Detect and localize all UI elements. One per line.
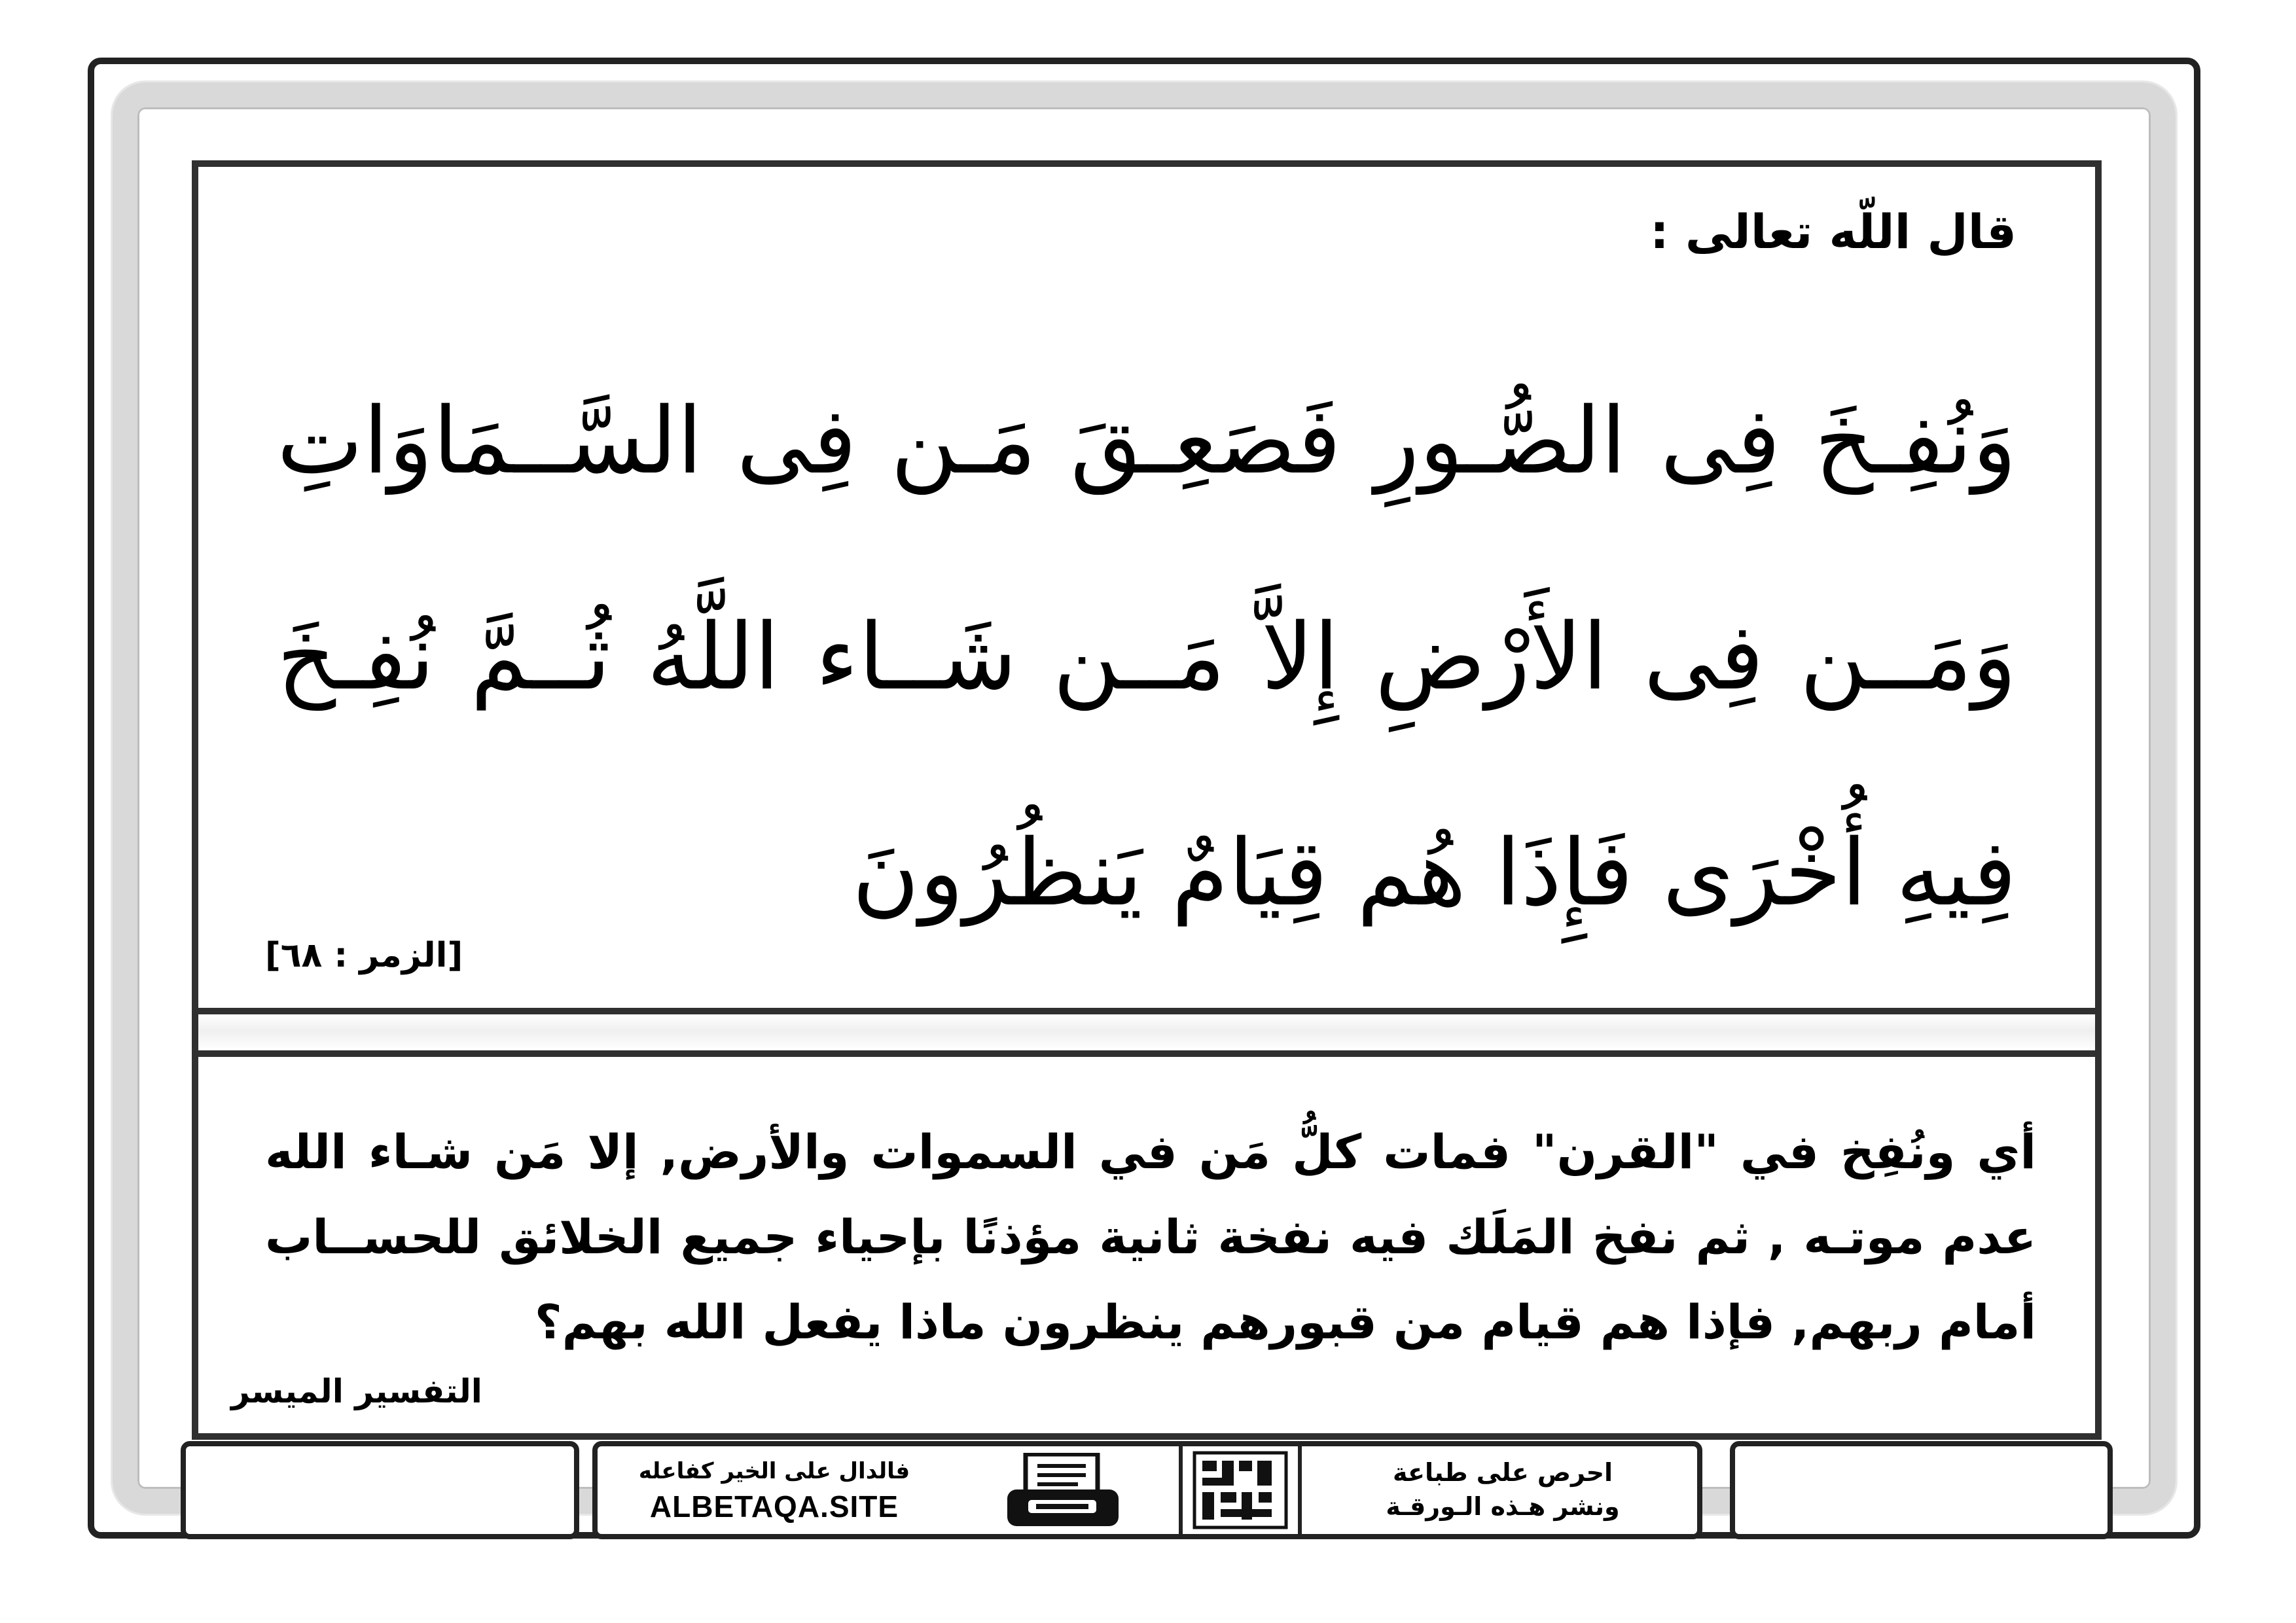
footer-print-note: [1310, 1455, 1696, 1529]
footer-note-line-2: ونشر هـذه الـورقـة: [1386, 1492, 1620, 1521]
verse-line-1: وَنُفِـخَ فِى الصُّـورِ فَصَعِـقَ مَـن فِى السَّــمَاوَاتِ: [277, 388, 2017, 495]
footer-left-frame: [181, 1441, 579, 1539]
section-separator: [198, 1008, 2095, 1057]
footer-note-line-1: احرص على طباعة: [1392, 1458, 1613, 1487]
logo-stamp: [1179, 1446, 1302, 1534]
verse-line-3: فِيهِ أُخْرَى فَإِذَا هُم قِيَامٌ يَنظُرُونَ: [852, 820, 2017, 927]
tafsir-explanation: أي ونُفِخ في "القرن" فمات كلُّ مَن في السموات والأرض, إلا مَن شـاء الله عدم موتـه , ثم نفخ المَلَك فيه نفخة ثانية مؤذنًا بإحياء جميع الخلائق للحســاب أمام ربهم, فإذا هم قيام من قبورهم ينظرون ماذا يفعل الله بهم؟: [265, 1124, 2036, 1349]
quran-verse-section: [198, 167, 2095, 1001]
verse-introduction: قال اللّه تعالى :: [1649, 204, 2017, 259]
quran-verse-text: [277, 334, 2017, 982]
website-link[interactable]: ALBETAQA.SITE: [649, 1489, 899, 1524]
footer-tagline: فالدال على الخير كفاعله: [638, 1458, 910, 1484]
printer-icon: [1002, 1453, 1124, 1531]
tafsir-source: التفسير الميسر: [231, 1372, 482, 1410]
footer-center-box: [592, 1441, 1702, 1539]
verse-line-2: وَمَــن فِى الأَرْضِ إِلاَّ مَــن شَــاء اللَّهُ ثُــمَّ نُفِـخَ: [277, 604, 2017, 711]
surah-reference: [الزمر : ٦٨]: [265, 936, 463, 975]
footer-print-branding: [611, 1454, 938, 1526]
footer-right-frame: [1730, 1441, 2113, 1539]
tafsir-section: [198, 1057, 2095, 1440]
main-card: [192, 160, 2102, 1440]
